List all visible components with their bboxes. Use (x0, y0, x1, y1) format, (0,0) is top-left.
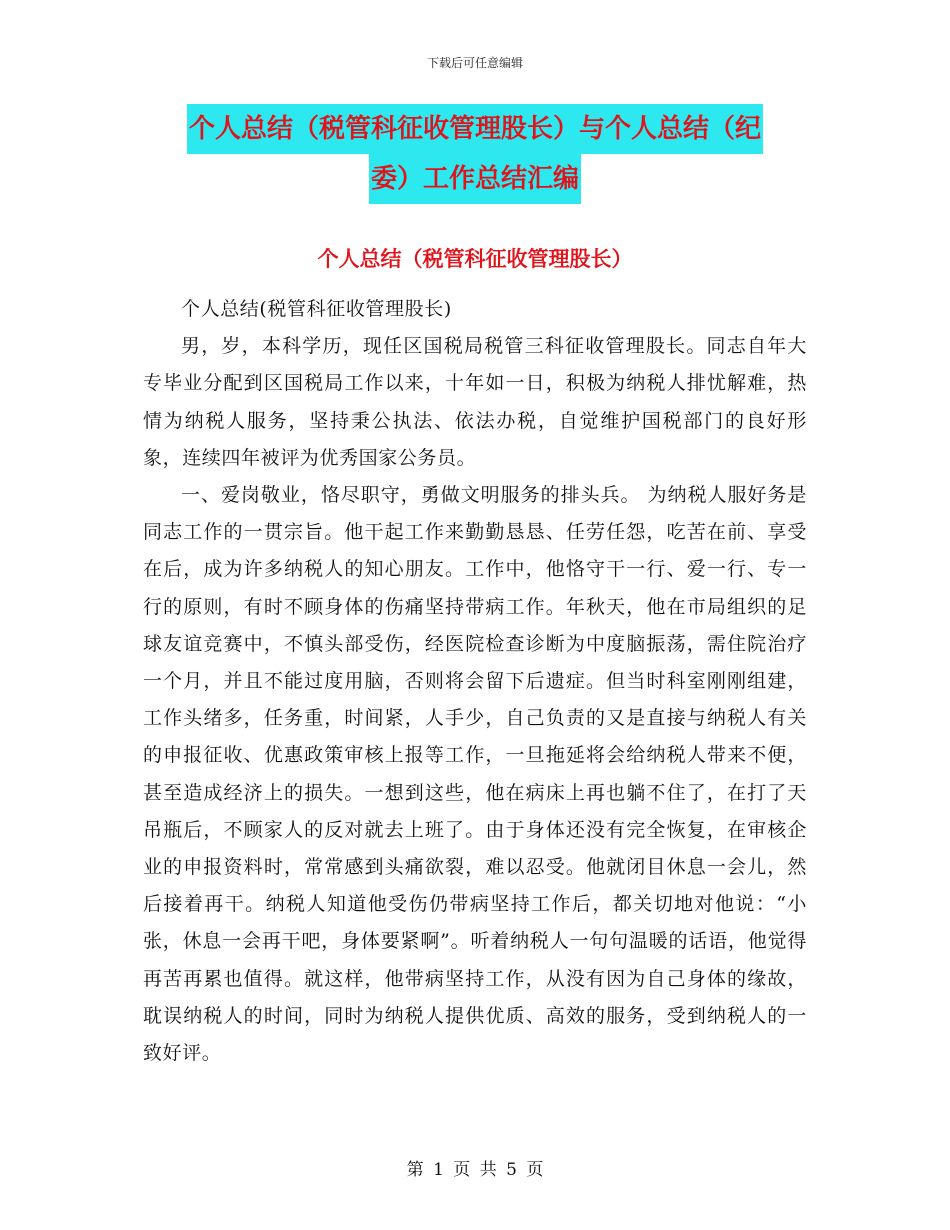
document-title (0, 104, 950, 204)
document-title-line-1: 个人总结（税管科征收管理股长）与个人总结（纪 (187, 104, 763, 154)
paragraph-intro: 男，岁，本科学历，现任区国税局税管三科征收管理股长。同志自年大专毕业分配到区国税局工作以来，十年如一日，积极为纳税人排忧解难，热情为纳税人服务，坚持秉公执法、依法办税，自觉维护国税部门的良好形象，连续四年被评为优秀国家公务员。 (143, 335, 807, 469)
body-text (143, 291, 807, 1072)
document-title-line-2: 委）工作总结汇编 (369, 154, 581, 204)
page-footer: 第 1 页 共 5 页 (406, 1160, 544, 1180)
paragraph-section-one: 一、爱岗敬业，恪尽职守，勇做文明服务的排头兵。 为纳税人服好务是同志工作的一贯宗旨。他干起工作来勤勤恳恳、任劳任怨，吃苦在前、享受在后，成为许多纳税人的知心朋友。工作中，他恪守干一行、爱一行、专一行的原则，有时不顾身体的伤痛坚持带病工作。年秋天，他在市局组织的足球友谊竞赛中，不慎头部受伤，经医院检查诊断为中度脑振荡，需住院治疗一个月，并且不能过度用脑，否则将会留下后遗症。但当时科室刚刚组建，工作头绪多，任务重，时间紧，人手少，自己负责的又是直接与纳税人有关的申报征收、优惠政策审核上报等工作，一旦拖延将会给纳税人带来不便，甚至造成经济上的损失。一想到这些，他在病床上再也躺不住了，在打了天吊瓶后，不顾家人的反对就去上班了。由于身体还没有完全恢复，在审核企业的申报资料时，常常感到头痛欲裂，难以忍受。他就闭目休息一会儿，然后接着再干。纳税人知道他受伤仍带病坚持工作后，都关切地对他说：“小张，休息一会再干吧，身体要紧啊”。听着纳税人一句句温暖的话语，他觉得再苦再累也值得。就这样，他带病坚持工作，从没有因为自己身体的缘故，耽误纳税人的时间，同时为纳税人提供优质、高效的服务，受到纳税人的一致好评。 (143, 484, 807, 1065)
page-header-note: 下载后可任意编辑 (426, 56, 523, 70)
section-heading: 个人总结（税管科征收管理股长） (317, 246, 633, 271)
paragraph-subtitle: 个人总结(税管科征收管理股长) (181, 298, 452, 320)
